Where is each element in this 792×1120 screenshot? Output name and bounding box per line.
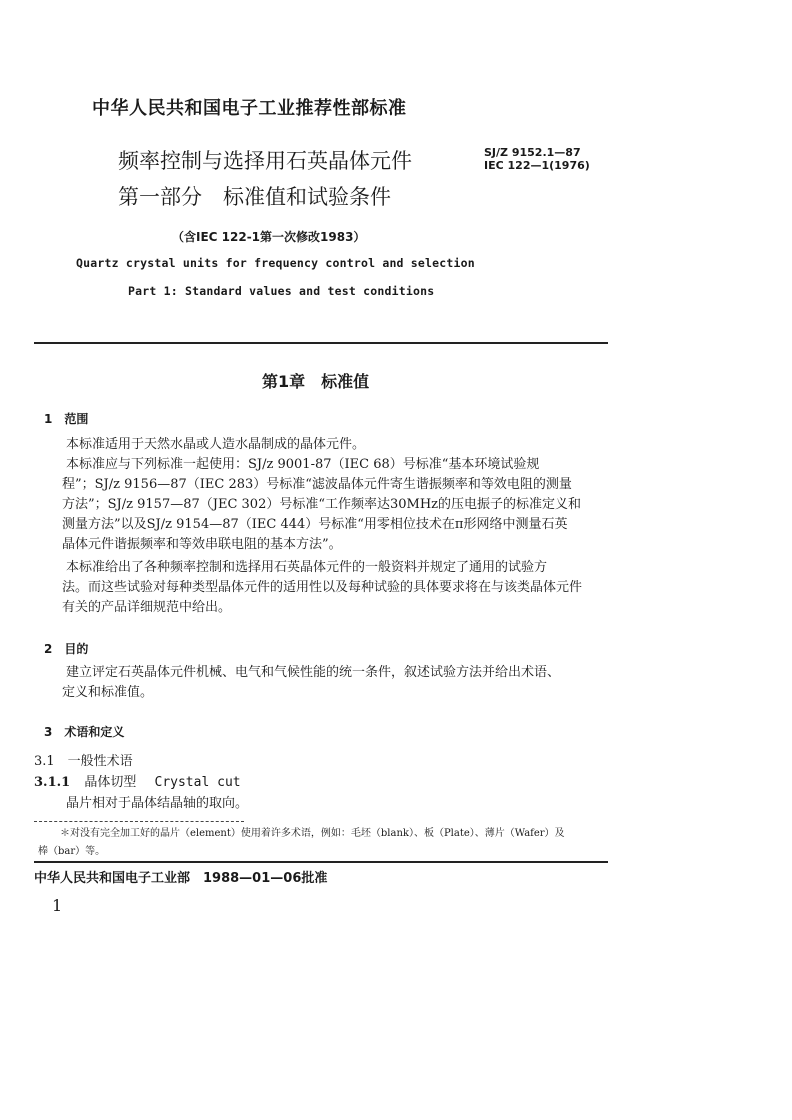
approval-line: 中华人民共和国电子工业部 1988—01—06批准 <box>34 871 328 886</box>
english-title-line-2: Part 1: Standard values and test conditions <box>128 284 435 298</box>
issuing-body-title: 中华人民共和国电子工业推荐性部标准 <box>92 98 407 119</box>
english-title-line-1: Quartz crystal units for frequency control and selection <box>76 256 475 270</box>
header-divider <box>34 342 608 344</box>
section-1-paragraph-2 <box>62 455 608 555</box>
paragraph-line: 程”；SJ/z 9156—87（IEC 283）号标准“滤波晶体元件寄生谐振频率和等效电阻的测量 <box>62 477 572 492</box>
section-1-paragraph-3 <box>62 558 608 618</box>
section-2-paragraph <box>62 663 608 703</box>
clause-3-1-1 <box>34 771 241 790</box>
document-title-line-2: 第一部分 标准值和试验条件 <box>118 185 391 209</box>
section-1-paragraph-1: 本标准适用于天然水晶或人造水晶制成的晶体元件。 <box>66 437 366 452</box>
page-number: 1 <box>52 896 63 915</box>
footer-divider <box>34 861 608 863</box>
section-3-heading: 3 术语和定义 <box>44 725 125 739</box>
paragraph-line: 建立评定石英晶体元件机械、电气和气候性能的统一条件，叙述试验方法并给出术语、 <box>66 665 561 680</box>
paragraph-line: 测量方法”以及SJ/z 9154—87（IEC 444）号标准“用零相位技术在π形网络中测量石英 <box>62 517 568 532</box>
clause-number: 3.1.1 <box>34 775 71 790</box>
section-2-heading: 2 目的 <box>44 642 89 656</box>
paragraph-line: 晶体元件谐振频率和等效串联电阻的基本方法”。 <box>62 537 342 552</box>
document-subtitle: （含IEC 122-1第一次修改1983） <box>172 230 366 244</box>
term-definition: 晶片相对于晶体结晶轴的取向。 <box>66 796 249 811</box>
footnote <box>38 825 610 861</box>
standard-number-iec: IEC 122—1(1976) <box>484 159 590 172</box>
standard-number-sj: SJ/Z 9152.1—87 <box>484 146 581 159</box>
subsection-3-1: 3.1 一般性术语 <box>34 754 133 769</box>
paragraph-line: 本标准给出了各种频率控制和选择用石英晶体元件的一般资料并规定了通用的试验方 <box>66 560 548 575</box>
chapter-heading: 第1章 标准值 <box>262 372 370 391</box>
footnote-line: ＊对没有完全加工好的晶片（element）使用着许多术语，例如：毛坯（blank）、板（Plate）、薄片（Wafer）及 <box>60 828 565 839</box>
term-english: Crystal cut <box>154 775 241 790</box>
paragraph-line: 定义和标准值。 <box>62 685 154 700</box>
paragraph-line: 有关的产品详细规范中给出。 <box>62 600 232 615</box>
paragraph-line: 方法”；SJ/z 9157—87（JEC 302）号标准“工作频率达30MHz的压电振子的标准定义和 <box>62 497 582 512</box>
document-title-line-1: 频率控制与选择用石英晶体元件 <box>118 149 412 173</box>
term-chinese: 晶体切型 <box>84 775 137 790</box>
paragraph-line: 法。而这些试验对每种类型晶体元件的适用性以及每种试验的具体要求将在与该类晶体元件 <box>62 580 583 595</box>
footnote-line: 棒（bar）等。 <box>38 846 106 857</box>
section-1-heading: 1 范围 <box>44 412 89 426</box>
footnote-separator <box>34 821 244 822</box>
paragraph-line: 本标准应与下列标准一起使用：SJ/z 9001-87（IEC 68）号标准“基本环境试验规 <box>66 457 540 472</box>
